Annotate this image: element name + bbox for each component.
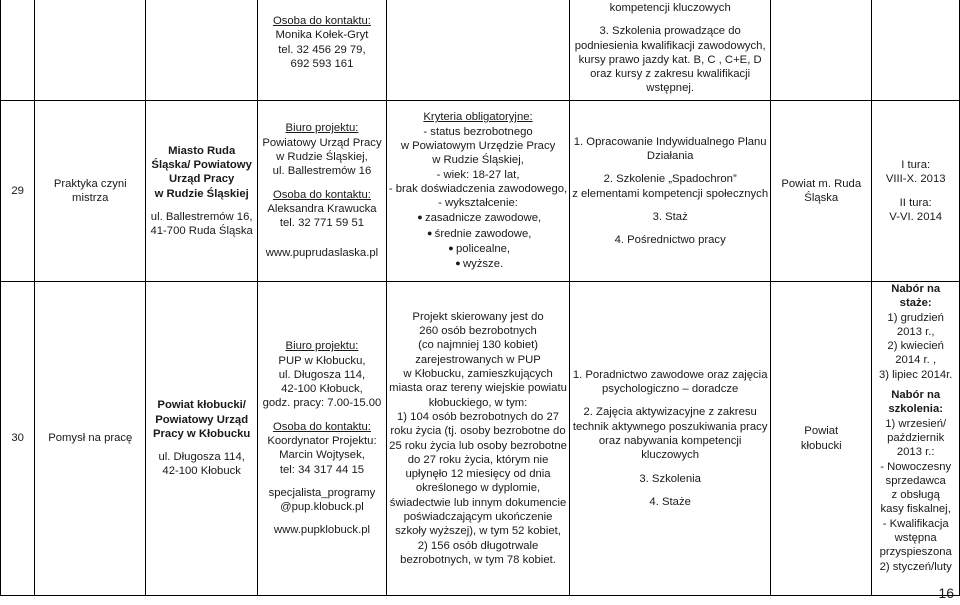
- website-link[interactable]: www.puprudaslaska.pl: [265, 247, 379, 260]
- website-link[interactable]: www.pupklobuck.pl: [273, 524, 370, 537]
- row-number: 30: [1, 282, 35, 596]
- table-row-continuation: [1, 0, 960, 101]
- actions-cell: 1. Poradnictwo zawodowe oraz zajęcia psychologiczno – doradcze 2. Zajęcia aktywizacyjne z zakresu technik aktywnego poszukiwania pracy oraz nabywania kompetencji kluczowych 3. Szkolenia 4. Staże: [570, 282, 771, 596]
- table-row-30: [1, 282, 960, 596]
- page-number: 16: [938, 585, 954, 601]
- email-link[interactable]: @pup.klobuck.pl: [280, 501, 364, 514]
- bullet-icon: ●: [448, 243, 454, 254]
- organizer-cell: Powiat kłobucki/ Powiatowy Urząd Pracy w Kłobucku ul. Długosza 114, 42-100 Kłobuck: [146, 282, 258, 596]
- project-title-cell: Pomysł na pracę: [35, 282, 146, 596]
- description-cell: Projekt skierowany jest do 260 osób bezrobotnych (co najmniej 130 kobiet) zarejestrowanych w PUP w Kłobucku, zamieszkujących miasta oraz tereny wiejskie powiatu kłobuckiego, w tym: 1) 104 osób bezrobotnych do 27 roku życia (tj. osoby bezrobotne do 25 roku życia lub osoby bezrobotne do 27 roku życia, którym nie upłynęło 12 miesięcy od dnia określonego w dyplomie, świadectwie lub innym dokumencie poświadczającym ukończenie szkoły wyższej), w tym 52 kobiet, 2) 156 osób długotrwale bezrobotnych, w tym 78 kobiet.: [386, 282, 569, 596]
- bullet-icon: ●: [426, 227, 433, 238]
- bullet-icon: ●: [417, 212, 423, 223]
- bullet-icon: ●: [455, 258, 461, 269]
- contact-label: Osoba do kontaktu:: [272, 15, 371, 27]
- contact-cell: Osoba do kontaktu: Monika Kołek-Gryt tel. 32 456 29 79, 692 593 161: [258, 0, 387, 101]
- email-link[interactable]: specjalista_programy: [268, 486, 376, 499]
- organizer-cell: Miasto Ruda Śląska/ Powiatowy Urząd Pracy w Rudzie Śląskiej ul. Ballestremów 16, 41-700 Ruda Śląska: [146, 101, 258, 282]
- contact-cell: Biuro projektu: PUP w Kłobucku, ul. Długosza 114, 42-100 Kłobuck, godz. pracy: 7.00-15.00 Osoba do kontaktu: Koordynator Projektu: Marcin Wojtysek, tel: 34 317 44 15 specjalista_programy @pup.klobuck.pl www.pupklobuck.pl: [258, 282, 387, 596]
- area-cell: Powiat kłobucki: [771, 282, 872, 596]
- table-row-29: [1, 101, 960, 282]
- actions-cell: kompetencji kluczowych 3. Szkolenia prowadzące do podniesienia kwalifikacji zawodowych, kursy prawo jazdy kat. B, C , C+E, D oraz kursy z zakresu kwalifikacji wstępnej.: [570, 0, 771, 101]
- actions-cell: 1. Opracowanie Indywidualnego Planu Działania 2. Szkolenie „Spadochron” z elementami kompetencji społecznych 3. Staż 4. Pośrednictwo pracy: [570, 101, 771, 282]
- area-cell: Powiat m. Ruda Śląska: [771, 101, 872, 282]
- contact-cell: Biuro projektu: Powiatowy Urząd Pracy w Rudzie Śląskiej, ul. Ballestremów 16 Osoba do kontaktu: Aleksandra Krawucka tel. 32 771 59 51 www.puprudaslaska.pl: [258, 101, 387, 282]
- schedule-cell: I tura: VIII-X. 2013 II tura: V-VI. 2014: [872, 101, 960, 282]
- criteria-cell: Kryteria obligatoryjne: - status bezrobotnego w Powiatowym Urzędzie Pracy w Rudzie Śląskiej, - wiek: 18-27 lat, - brak doświadczenia zawodowego, - wykształcenie: ● zasadnicze zawodowe, ● średnie zawodowe, ● policealne, ● wyższe.: [386, 101, 569, 282]
- schedule-cell: Nabór na staże: 1) grudzień 2013 r., 2) kwiecień 2014 r. , 3) lipiec 2014r. Nabór na szkolenia: 1) wrzesień/ październik 2013 r.: - Nowoczesny sprzedawca z obsługą kasy fiskalnej, - Kwalifikacja wstępna przyspieszona 2) styczeń/luty: [872, 282, 960, 596]
- project-title-cell: Praktyka czyni mistrza: [35, 101, 146, 282]
- row-number: 29: [1, 101, 35, 282]
